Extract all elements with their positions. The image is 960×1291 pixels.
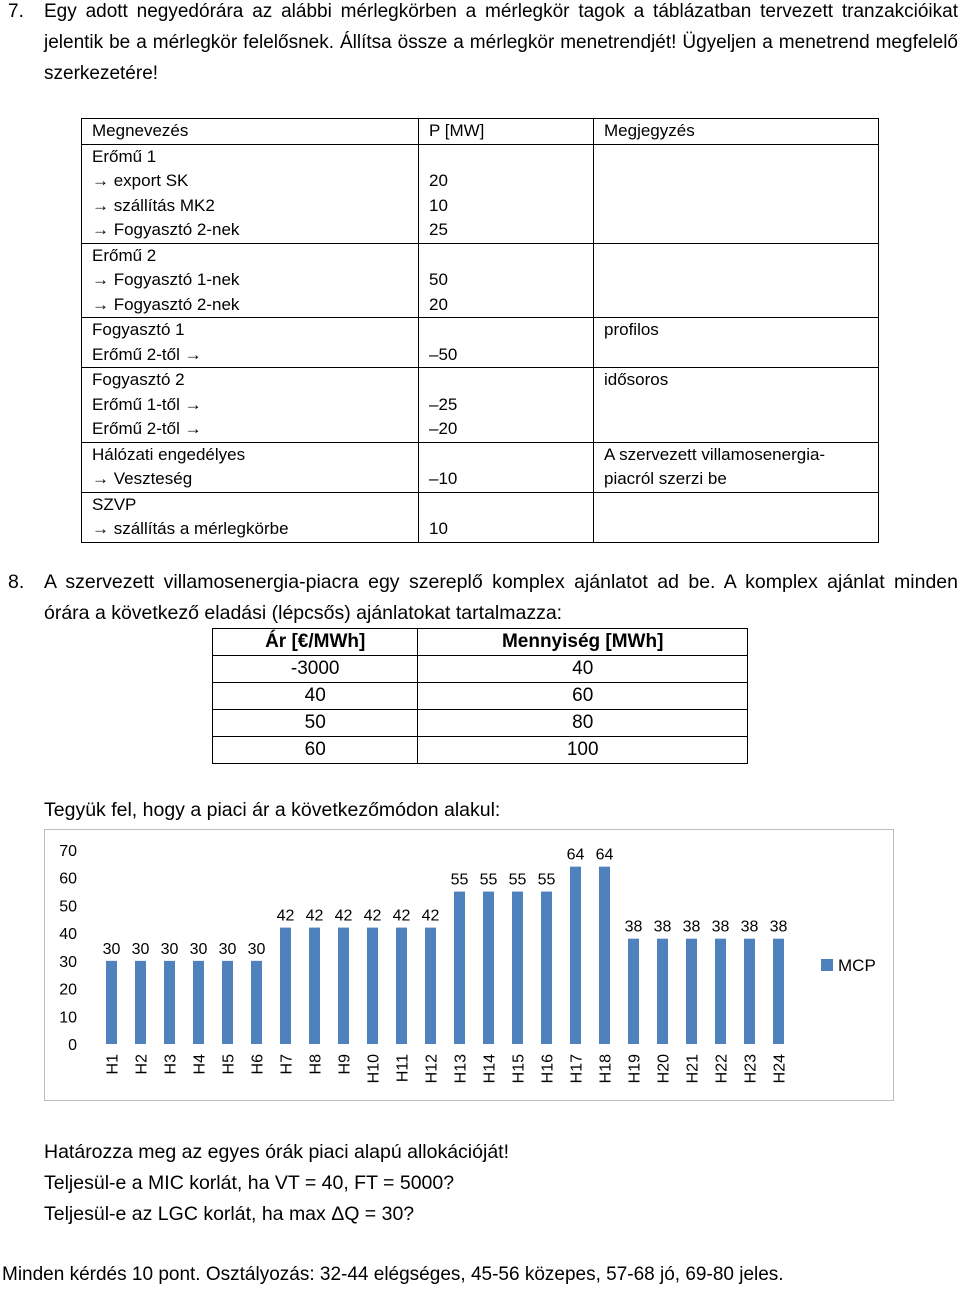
header-name: Megnevezés: [82, 119, 419, 145]
data-label: 55: [508, 871, 527, 889]
cell-name: [82, 492, 419, 542]
cell-line: Hálózati engedélyes: [92, 444, 246, 464]
bar: [773, 939, 784, 1044]
data-label: 38: [740, 918, 759, 936]
cell-quantity: 40: [418, 656, 748, 683]
x-tick-label: H11: [394, 1054, 412, 1083]
x-tick-label: H18: [597, 1054, 615, 1084]
cell-line: idősoros: [604, 370, 669, 389]
cell-line: Erőmű 1-től →: [92, 394, 202, 414]
y-tick-label: 60: [59, 870, 77, 888]
cell-name: [82, 368, 419, 443]
bar: [512, 892, 523, 1044]
cell-line: 10: [429, 195, 448, 215]
x-tick-label: H6: [249, 1054, 267, 1075]
data-label: 30: [247, 940, 266, 958]
question-number: 7.: [8, 1, 24, 22]
legend-swatch: [821, 959, 833, 971]
cell-line: Erőmű 1: [92, 146, 157, 166]
x-tick-label: H15: [510, 1054, 528, 1084]
table-row: [82, 318, 879, 368]
x-tick-label: H2: [133, 1054, 151, 1075]
cell-price: 60: [213, 737, 418, 764]
cell-line: [429, 244, 593, 269]
bar: [396, 928, 407, 1044]
x-tick-label: H3: [162, 1054, 180, 1075]
data-label: 30: [102, 940, 121, 958]
cell-quantity: 80: [418, 710, 748, 737]
x-tick-label: H8: [307, 1054, 325, 1075]
table-row: [82, 144, 879, 243]
cell-power: [419, 368, 594, 443]
bar: [425, 928, 436, 1044]
y-tick-label: 50: [59, 898, 77, 916]
cell-line: A szervezett villamosenergia-: [604, 444, 826, 464]
table-row: [213, 683, 748, 710]
table-row: [213, 710, 748, 737]
data-label: 30: [160, 940, 179, 958]
cell-line: Fogyasztó 1: [92, 320, 185, 339]
data-label: 42: [421, 907, 440, 925]
x-tick-label: H24: [771, 1054, 789, 1084]
question-number: 8.: [8, 571, 25, 593]
table-row: [82, 492, 879, 542]
data-label: 38: [711, 918, 730, 936]
cell-price: 50: [213, 710, 418, 737]
cell-line: –25: [429, 394, 458, 414]
x-tick-label: H20: [655, 1054, 673, 1084]
x-tick-label: H5: [220, 1054, 238, 1075]
x-tick-label: H13: [452, 1054, 470, 1084]
question-7: [8, 0, 958, 89]
bar: [628, 939, 639, 1044]
cell-line: [429, 493, 593, 518]
x-tick-label: H19: [626, 1054, 644, 1084]
question-8: [8, 567, 958, 629]
bar: [251, 961, 262, 1044]
cell-power: [419, 243, 594, 318]
legend-label: MCP: [838, 956, 876, 975]
schedule-table: [81, 118, 879, 543]
cell-price: 40: [213, 683, 418, 710]
offer-table-body: [213, 656, 748, 764]
cell-line: → szállítás a mérlegkörbe: [92, 519, 289, 538]
question-text: Egy adott negyedórára az alábbi mérlegkörben a mérlegkör tagok a táblázatban tervezett tranzakcióikat jelentik be a mérlegkör felelősnek. Állítsa össze a mérlegkör menetrendjét! Ügyeljen a menetrend megfelelő szerkezetére!: [44, 1, 958, 84]
data-label: 55: [450, 871, 469, 889]
header-power: P [MW]: [419, 119, 594, 145]
header-price: Ár [€/MWh]: [213, 629, 418, 656]
table-header-row: [213, 629, 748, 656]
table-row: [82, 243, 879, 318]
cell-power: [419, 318, 594, 368]
cell-line: → Veszteség: [92, 469, 193, 488]
bar: [309, 928, 320, 1044]
cell-line: → Fogyasztó 2-nek: [92, 220, 240, 239]
cell-power: [419, 144, 594, 243]
data-label: 42: [334, 907, 353, 925]
question-text: A szervezett villamosenergia-piacra egy szereplő komplex ajánlatot ad be. A komplex ajánlat minden órára a következő eladási (lépcsős) ajánlatokat tartalmazza:: [44, 571, 958, 624]
data-label: 38: [769, 918, 788, 936]
header-note: Megjegyzés: [594, 119, 879, 145]
y-tick-label: 0: [68, 1037, 77, 1054]
data-label: 55: [479, 871, 498, 889]
y-tick-label: 10: [59, 1009, 77, 1027]
cell-name: [82, 442, 419, 492]
question-lgc: Teljesül-e az LGC korlát, ha max ΔQ = 30?: [44, 1203, 415, 1225]
data-label: 30: [189, 940, 208, 958]
cell-note: [594, 492, 879, 542]
bar: [715, 939, 726, 1044]
cell-line: Erőmű 2: [92, 245, 157, 265]
x-tick-label: H4: [191, 1054, 209, 1075]
question-allocation: Határozza meg az egyes órák piaci alapú allokációját!: [44, 1141, 510, 1163]
data-label: 38: [682, 918, 701, 936]
cell-line: → Fogyasztó 1-nek: [92, 270, 240, 289]
cell-power: [419, 492, 594, 542]
x-tick-label: H21: [684, 1054, 702, 1084]
cell-line: 25: [429, 220, 448, 239]
bar: [599, 867, 610, 1044]
table-row: [213, 656, 748, 683]
data-label: 30: [218, 940, 237, 958]
x-tick-label: H7: [278, 1054, 296, 1075]
table-header-row: [82, 119, 879, 145]
bar: [367, 928, 378, 1044]
cell-name: [82, 144, 419, 243]
x-tick-label: H10: [365, 1054, 383, 1084]
data-label: 42: [276, 907, 295, 925]
cell-note: [594, 368, 879, 443]
cell-price: -3000: [213, 656, 418, 683]
bar: [106, 961, 117, 1044]
x-tick-label: H14: [481, 1054, 499, 1084]
question-mic: Teljesül-e a MIC korlát, ha VT = 40, FT = 5000?: [44, 1172, 455, 1194]
offer-table: [212, 628, 748, 764]
cell-note: [594, 318, 879, 368]
x-tick-label: H22: [713, 1054, 731, 1084]
bar: [193, 961, 204, 1044]
bar: [454, 892, 465, 1044]
x-tick-label: H17: [568, 1054, 586, 1084]
cell-line: piacról szerzi be: [604, 469, 727, 488]
x-tick-label: H12: [423, 1054, 441, 1084]
cell-note: [594, 442, 879, 492]
bar: [483, 892, 494, 1044]
cell-line: –10: [429, 469, 458, 488]
bar: [541, 892, 552, 1044]
data-label: 42: [305, 907, 324, 925]
cell-note: [594, 144, 879, 243]
cell-line: [429, 318, 593, 343]
bar: [686, 939, 697, 1044]
chart-intro: Tegyük fel, hogy a piaci ár a következőmódon alakul:: [44, 799, 501, 821]
y-tick-label: 70: [59, 843, 77, 860]
x-tick-label: H23: [742, 1054, 760, 1084]
y-tick-label: 40: [59, 926, 77, 944]
data-label: 42: [392, 907, 411, 925]
cell-line: profilos: [604, 320, 659, 339]
cell-line: SZVP: [92, 494, 137, 514]
cell-quantity: 60: [418, 683, 748, 710]
data-label: 64: [595, 846, 614, 864]
chart-frame: [44, 829, 894, 1101]
cell-line: 20: [429, 294, 448, 314]
cell-line: –50: [429, 344, 458, 364]
cell-line: → Fogyasztó 2-nek: [92, 294, 240, 314]
cell-quantity: 100: [418, 737, 748, 764]
table-row: [82, 442, 879, 492]
table-row: [213, 737, 748, 764]
cell-line: → szállítás MK2: [92, 195, 215, 215]
bar: [338, 928, 349, 1044]
cell-power: [419, 442, 594, 492]
x-tick-label: H1: [104, 1054, 122, 1075]
cell-name: [82, 318, 419, 368]
data-label: 64: [566, 846, 585, 864]
data-label: 55: [537, 871, 556, 889]
bar: [744, 939, 755, 1044]
bar: [164, 961, 175, 1044]
data-label: 38: [653, 918, 672, 936]
cell-line: 50: [429, 270, 448, 289]
cell-line: → export SK: [92, 171, 189, 190]
cell-line: [429, 368, 593, 393]
data-label: 30: [131, 940, 150, 958]
x-tick-label: H9: [336, 1054, 354, 1075]
bar: [135, 961, 146, 1044]
cell-note: [594, 243, 879, 318]
cell-line: 20: [429, 171, 448, 190]
cell-name: [82, 243, 419, 318]
bar: [222, 961, 233, 1044]
data-label: 38: [624, 918, 643, 936]
y-tick-label: 20: [59, 981, 77, 999]
cell-line: [429, 443, 593, 468]
y-tick-label: 30: [59, 953, 77, 971]
bar: [280, 928, 291, 1044]
bar: [657, 939, 668, 1044]
data-label: 42: [363, 907, 382, 925]
table-row: [82, 368, 879, 443]
mcp-bar-chart: [45, 830, 893, 1100]
bar: [570, 867, 581, 1044]
header-quantity: Mennyiség [MWh]: [418, 629, 748, 656]
cell-line: Erőmű 2-től →: [92, 344, 202, 364]
schedule-table-body: [82, 144, 879, 542]
cell-line: Erőmű 2-től →: [92, 419, 202, 438]
cell-line: Fogyasztó 2: [92, 370, 185, 389]
cell-line: –20: [429, 419, 458, 438]
cell-line: [429, 145, 593, 170]
x-tick-label: H16: [539, 1054, 557, 1084]
grading-footer: Minden kérdés 10 pont. Osztályozás: 32-44 elégséges, 45-56 közepes, 57-68 jó, 69-80 jeles.: [2, 1264, 784, 1285]
cell-line: 10: [429, 519, 448, 538]
